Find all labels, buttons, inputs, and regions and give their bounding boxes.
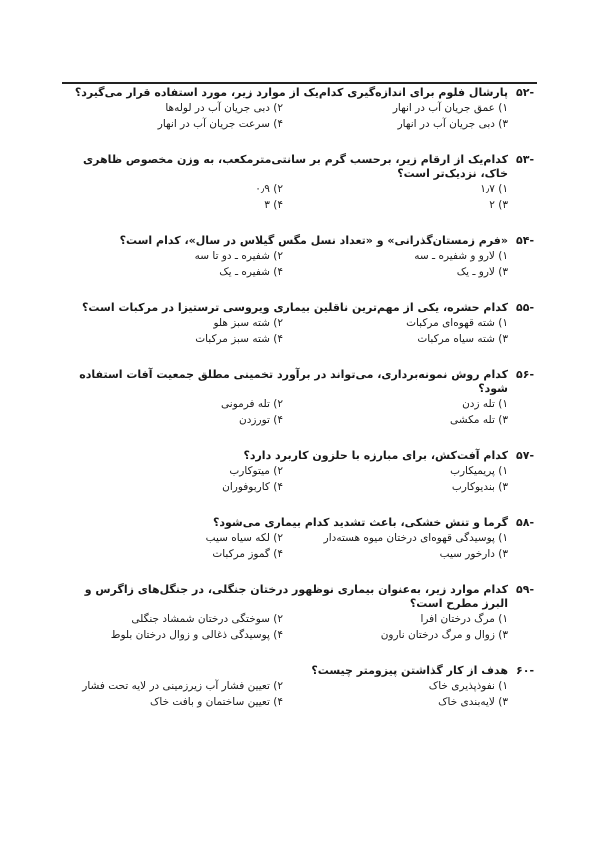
option-4: ۴) شته سبز مرکبات (195, 333, 283, 345)
option-2: ۲) شته سبز هلو (213, 317, 283, 329)
question-stem (58, 516, 546, 530)
option-4: ۴) کاربوفوران (222, 481, 283, 493)
option-4: ۴) تعیین ساختمان و بافت خاک (150, 696, 283, 708)
option-2: ۲) میتوکارب (229, 465, 283, 477)
question-stem (58, 583, 546, 611)
question-59 (58, 583, 546, 643)
question-number: -۵۴ (516, 234, 535, 247)
question-text: هدف از کار گذاشتن پیزومتر چیست؟ (311, 664, 508, 677)
options-grid (58, 181, 546, 213)
option-1: ۱) مرگ درختان افرا (420, 613, 508, 625)
option-2: ۲) شفیره ـ دو تا سه (194, 250, 283, 262)
option-1: ۱) عمق جریان آب در انهار (392, 102, 508, 114)
question-56 (58, 368, 546, 428)
question-text: گرما و تنش خشکی، باعث تشدید کدام بیماری می‌شود؟ (212, 516, 508, 529)
question-60 (58, 664, 546, 710)
question-text: پارشال فلوم برای اندازه‌گیری کدام‌یک از موارد زیر، مورد استفاده قرار می‌گیرد؟ (74, 86, 508, 99)
question-stem (58, 368, 546, 396)
option-3: ۳) ۲ (489, 199, 508, 211)
question-text: کدام حشره، یکی از مهم‌ترین ناقلین بیماری ویروسی ترستیزا در مرکبات است؟ (82, 301, 508, 314)
question-58 (58, 516, 546, 562)
options-grid (58, 611, 546, 643)
options-grid (58, 530, 546, 562)
options-grid (58, 396, 546, 428)
option-3: ۳) دبی جریان آب در انهار (397, 118, 508, 130)
question-stem (58, 301, 546, 315)
option-4: ۴) گموز مرکبات (212, 548, 283, 560)
question-text: کدام روش نمونه‌برداری، می‌تواند در برآورد تخمینی مطلق جمعیت آفات استفاده شود؟ (79, 368, 508, 395)
option-3: ۳) شته سیاه مرکبات (417, 333, 508, 345)
option-3: ۳) تله مکشی (450, 414, 508, 426)
question-number: -۶۰ (516, 664, 535, 677)
option-2: ۲) سوختگی درختان شمشاد جنگلی (131, 613, 283, 625)
options-grid (58, 463, 546, 495)
option-2: ۲) دبی جریان آب در لوله‌ها (165, 102, 283, 114)
question-55 (58, 301, 546, 347)
options-grid (58, 248, 546, 280)
question-stem (58, 86, 546, 100)
question-text: کدام آفت‌کش، برای مبارزه با حلزون کاربرد دارد؟ (243, 449, 508, 462)
options-grid (58, 315, 546, 347)
option-1: ۱) پریمیکارب (450, 465, 508, 477)
option-4: ۴) سرعت جریان آب در انهار (157, 118, 283, 130)
option-2: ۲) ۰٫۹ (255, 183, 283, 195)
question-stem (58, 234, 546, 248)
option-1: ۱) لارو و شفیره ـ سه (414, 250, 508, 262)
question-list (58, 86, 546, 731)
question-number: -۵۳ (516, 153, 535, 166)
option-3: ۳) دارخور سیب (439, 548, 508, 560)
option-2: ۲) تله فرمونی (221, 398, 283, 410)
question-stem (58, 449, 546, 463)
question-number: -۵۶ (516, 368, 535, 381)
option-4: ۴) پوسیدگی ذغالی و زوال درختان بلوط (110, 629, 283, 641)
question-text: کدام‌یک از ارقام زیر، برحسب گرم بر سانتی‌مترمکعب، به وزن مخصوص ظاهری خاک، نزدیک‌تر است؟ (83, 153, 508, 180)
question-stem (58, 664, 546, 678)
option-3: ۳) بندیوکارب (451, 481, 508, 493)
option-4: ۴) تورزدن (239, 414, 283, 426)
option-4: ۴) شفیره ـ یک (219, 266, 283, 278)
question-52 (58, 86, 546, 132)
question-number: -۵۲ (516, 86, 535, 99)
question-number: -۵۷ (516, 449, 535, 462)
top-rule (62, 82, 537, 84)
option-3: ۳) لارو ـ یک (456, 266, 508, 278)
option-1: ۱) شته قهوه‌ای مرکبات (406, 317, 508, 329)
question-text: کدام موارد زیر، به‌عنوان بیماری نوظهور درختان جنگلی، در جنگل‌های زاگرس و البرز مطرح است؟ (84, 583, 508, 610)
option-1: ۱) ۱٫۷ (480, 183, 508, 195)
option-2: ۲) لکه سیاه سیب (205, 532, 283, 544)
question-number: -۵۵ (516, 301, 535, 314)
question-number: -۵۹ (516, 583, 535, 596)
options-grid (58, 100, 546, 132)
question-stem (58, 153, 546, 181)
question-54 (58, 234, 546, 280)
question-text: «فرم زمستان‌گذرانی» و «تعداد نسل مگس گیلاس در سال»، کدام است؟ (119, 234, 508, 247)
option-2: ۲) تعیین فشار آب زیرزمینی در لایه تحت فشار (82, 680, 283, 692)
options-grid (58, 678, 546, 710)
option-1: ۱) نفوذپذیری خاک (428, 680, 508, 692)
option-3: ۳) لایه‌بندی خاک (438, 696, 508, 708)
question-53 (58, 153, 546, 213)
option-4: ۴) ۳ (264, 199, 283, 211)
question-57 (58, 449, 546, 495)
option-1: ۱) تله زدن (462, 398, 508, 410)
option-3: ۳) زوال و مرگ درختان نارون (380, 629, 508, 641)
option-1: ۱) پوسیدگی قهوه‌ای درختان میوه هسته‌دار (323, 532, 508, 544)
question-number: -۵۸ (516, 516, 535, 529)
